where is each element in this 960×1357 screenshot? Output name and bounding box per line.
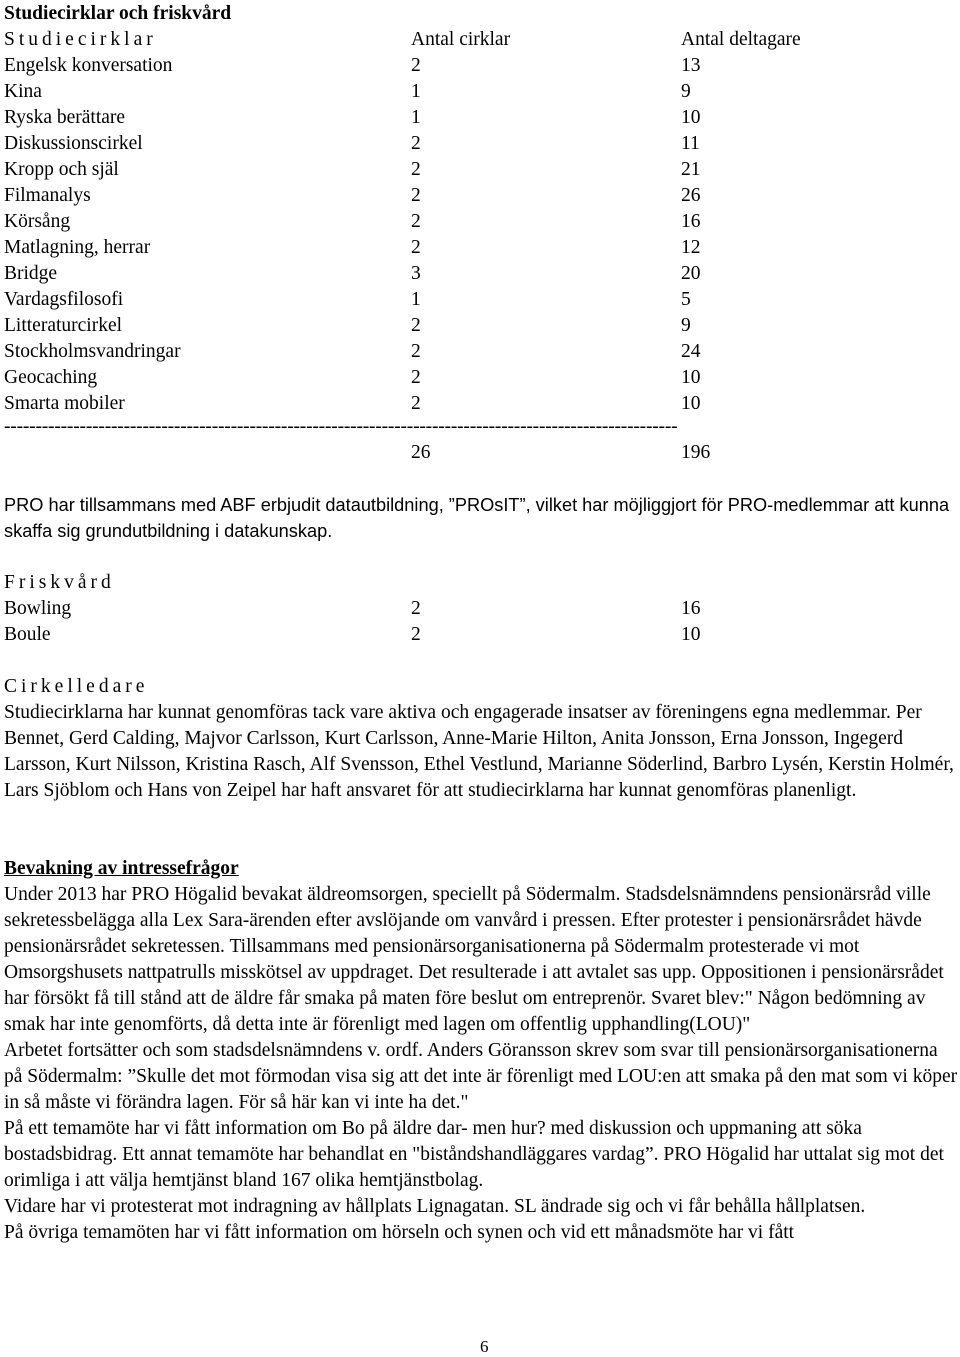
bevakning-paragraph: Vidare har vi protesterat mot indragning av hållplats Lignagatan. SL ändrade sig och vi får behålla hållplatsen. [4, 1196, 866, 1217]
row-antal-cirklar: 2 [411, 211, 421, 232]
row-antal-deltagare: 9 [681, 315, 691, 336]
row-antal-cirklar: 2 [411, 315, 421, 336]
bevakning-paragraph: Under 2013 har PRO Högalid bevakat äldreomsorgen, speciellt på Södermalm. Stadsdelsnämndens pensionärsråd ville sekretessbelägga alla Lex Sara-ärenden efter avslöjande om vanvård i pressen. Efter protester i pensionärsrådet hävde pensionärsrådet sekretessen. Tillsammans med pensionärsorganisationerna på Södermalm protesterade vi mot Omsorgshusets nattpatrulls misskötsel av uppdraget. Det resulterade i att avtalet sas upp. Oppositionen i pensionärsrådet har försökt få till stånd att de äldre får smaka på maten före beslut om entreprenör. Svaret blev:" Någon bedömning av smak har inte genomförts, då detta inte är förenligt med lagen om offentlig upphandling(LOU)" [4, 884, 944, 1035]
row-antal-cirklar: 2 [411, 598, 421, 619]
row-antal-deltagare: 13 [681, 55, 701, 76]
row-antal-deltagare: 16 [681, 598, 701, 619]
row-name: Stockholmsvandringar [4, 341, 181, 362]
row-name: Diskussionscirkel [4, 133, 143, 154]
row-antal-cirklar: 2 [411, 185, 421, 206]
row-antal-cirklar: 2 [411, 393, 421, 414]
row-antal-deltagare: 10 [681, 624, 701, 645]
row-antal-cirklar: 1 [411, 81, 421, 102]
row-name: Geocaching [4, 367, 98, 388]
bevakning-paragraph: Arbetet fortsätter och som stadsdelsnämndens v. ordf. Anders Göransson skrev som svar till pensionärsorganisationerna på Södermalm: ”Skulle det mot förmodan visa sig att det inte är förenligt med LOU:en att smaka på den mat som vi köper in så måste vi förändra lagen. För så här kan vi inte ha det." [4, 1040, 958, 1113]
bevakning-body [4, 882, 958, 1246]
table-row [4, 79, 958, 105]
row-name: Boule [4, 624, 51, 645]
total-cirklar: 26 [411, 442, 431, 463]
row-antal-cirklar: 2 [411, 624, 421, 645]
col-header-antal-cirklar: Antal cirklar [411, 29, 511, 50]
bevakning-paragraph: På övriga temamöten har vi fått information om hörseln och synen och vid ett månadsmöte har vi fått [4, 1222, 795, 1243]
row-name: Filmanalys [4, 185, 91, 206]
row-antal-deltagare: 26 [681, 185, 701, 206]
studiecirklar-total-row [4, 440, 958, 466]
table-row [4, 339, 958, 365]
row-name: Kina [4, 81, 42, 102]
row-name: Bridge [4, 263, 58, 284]
friskvard-section-label: Friskvård [4, 572, 115, 593]
table-row [4, 183, 958, 209]
studiecirklar-section-label: Studiecirklar [4, 29, 157, 50]
row-name: Engelsk konversation [4, 55, 173, 76]
row-name: Bowling [4, 598, 72, 619]
row-antal-cirklar: 3 [411, 263, 421, 284]
row-antal-deltagare: 24 [681, 341, 701, 362]
cirkelledare-paragraph: Studiecirklarna har kunnat genomföras tack vare aktiva och engagerade insatser av föreningens egna medlemmar. Per Bennet, Gerd Calding, Majvor Carlsson, Kurt Carlsson, Anne-Marie Hilton, Anita Jonsson, Erna Jonsson, Ingegerd Larsson, Kurt Nilsson, Kristina Rasch, Alf Svensson, Ethel Vestlund, Marianne Söderlind, Barbro Lysén, Kerstin Holmér, Lars Sjöblom och Hans von Zeipel har haft ansvaret för att studiecirklarna har kunnat genomföras planenligt. [4, 702, 954, 801]
table-row [4, 157, 958, 183]
row-name: Körsång [4, 211, 71, 232]
prosit-paragraph: PRO har tillsammans med ABF erbjudit datautbildning, ”PROsIT”, vilket har möjliggjort för PRO-medlemmar att kunna skaffa sig grundutbildning i datakunskap. [4, 495, 950, 541]
page-number: 6 [480, 1337, 489, 1356]
studiecirklar-header-row [4, 27, 958, 53]
table-separator: ----------------------------------------------------------------------------------------------------------- [4, 416, 678, 437]
table-row [4, 261, 958, 287]
total-deltagare: 196 [681, 442, 711, 463]
row-antal-cirklar: 2 [411, 55, 421, 76]
row-antal-cirklar: 2 [411, 367, 421, 388]
table-row [4, 365, 958, 391]
row-antal-deltagare: 10 [681, 367, 701, 388]
row-antal-cirklar: 2 [411, 237, 421, 258]
table-row [4, 131, 958, 157]
row-antal-deltagare: 16 [681, 211, 701, 232]
row-antal-cirklar: 2 [411, 341, 421, 362]
row-antal-deltagare: 9 [681, 81, 691, 102]
table-row [4, 622, 958, 648]
row-antal-deltagare: 20 [681, 263, 701, 284]
row-antal-cirklar: 2 [411, 159, 421, 180]
table-row [4, 287, 958, 313]
row-name: Matlagning, herrar [4, 237, 151, 258]
row-antal-deltagare: 10 [681, 107, 701, 128]
row-name: Smarta mobiler [4, 393, 125, 414]
page-heading: Studiecirklar och friskvård [4, 3, 232, 24]
table-row [4, 53, 958, 79]
row-antal-deltagare: 11 [681, 133, 700, 154]
table-row [4, 596, 958, 622]
row-name: Kropp och själ [4, 159, 119, 180]
row-antal-cirklar: 2 [411, 133, 421, 154]
cirkelledare-section-label: Cirkelledare [4, 676, 149, 697]
row-antal-deltagare: 21 [681, 159, 701, 180]
row-antal-cirklar: 1 [411, 289, 421, 310]
table-row [4, 105, 958, 131]
row-antal-deltagare: 12 [681, 237, 701, 258]
row-antal-cirklar: 1 [411, 107, 421, 128]
row-name: Vardagsfilosofi [4, 289, 124, 310]
table-row [4, 313, 958, 339]
table-row [4, 235, 958, 261]
bevakning-paragraph: På ett temamöte har vi fått information om Bo på äldre dar- men hur? med diskussion och uppmaning att söka bostadsbidrag. Ett annat temamöte har behandlat en "biståndshandläggares vardag”. PRO Högalid har uttalat sig mot det orimliga i att välja hemtjänst bland 167 olika hemtjänstbolag. [4, 1118, 944, 1191]
row-antal-deltagare: 10 [681, 393, 701, 414]
row-antal-deltagare: 5 [681, 289, 691, 310]
row-name: Ryska berättare [4, 107, 126, 128]
bevakning-heading: Bevakning av intressefrågor [4, 858, 239, 879]
row-name: Litteraturcirkel [4, 315, 123, 336]
col-header-antal-deltagare: Antal deltagare [681, 29, 801, 50]
table-row [4, 209, 958, 235]
